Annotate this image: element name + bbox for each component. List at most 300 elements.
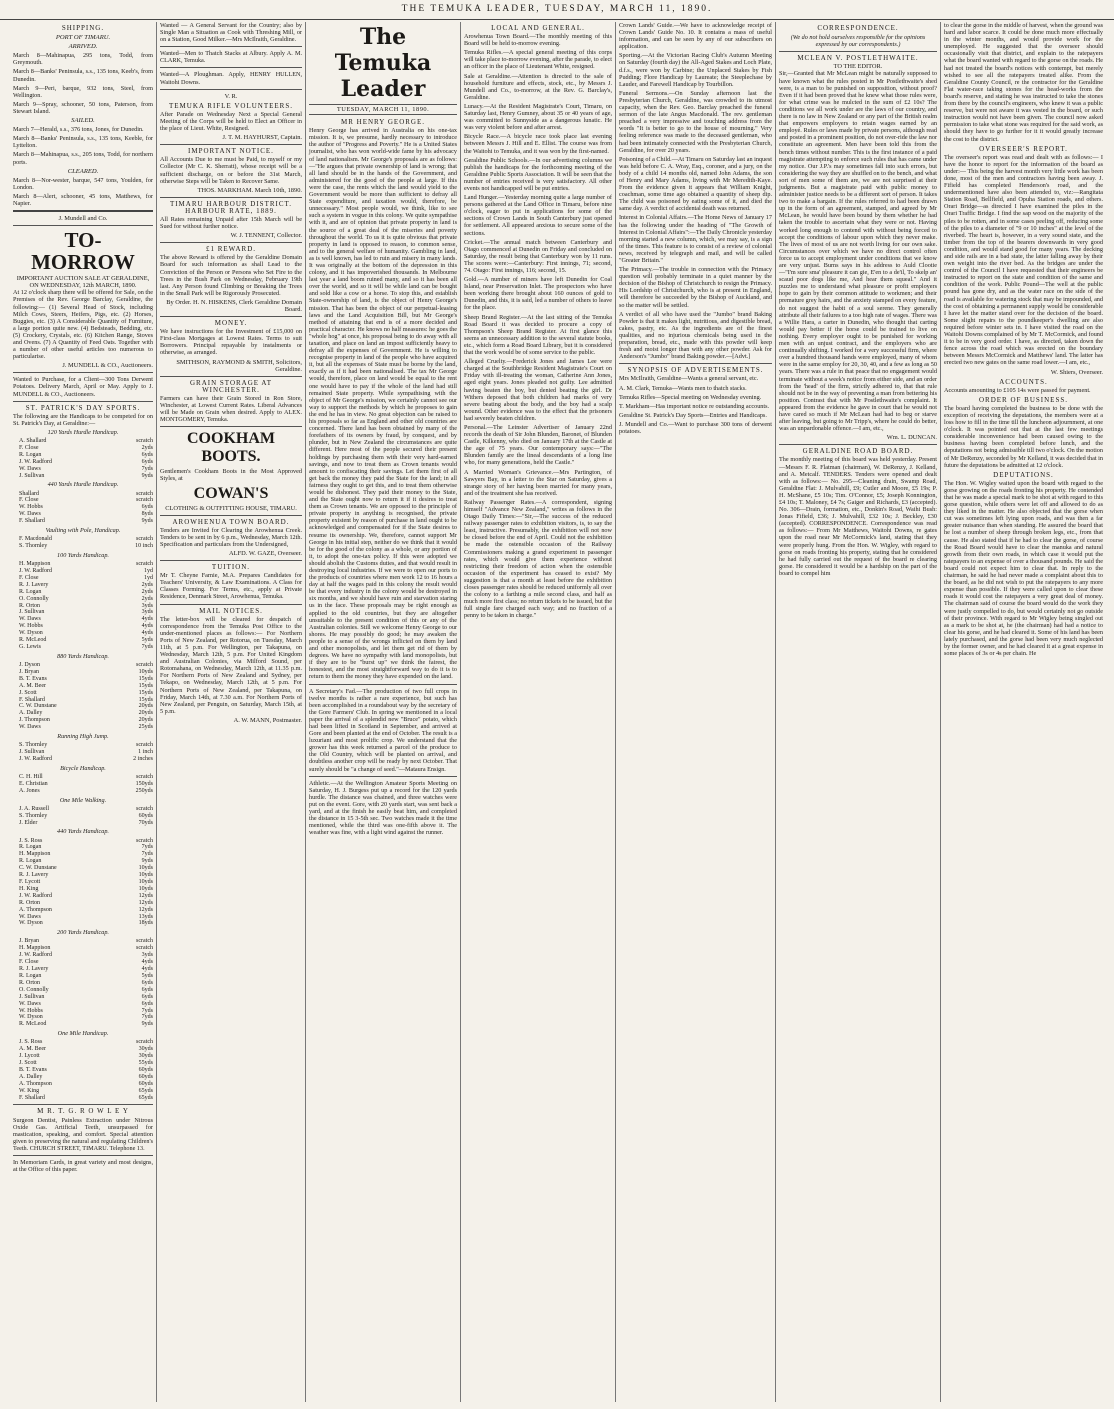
news-paragraph: Bicycle Race.—A bicycle race took place last evening between Messrs J. Hill and E. Ellist. The course was from the Waitohi to Temuka, and it was won by the first-named. — [464, 133, 612, 155]
handicap-row — [13, 1001, 153, 1008]
handicap-row — [13, 603, 153, 610]
competitor-start: scratch — [136, 837, 153, 844]
cowans-subheading: CLOTHING & OUTFITTING HOUSE, TIMARU. — [165, 504, 297, 512]
news-paragraph: Sale at Geraldine.—Attention is directed to the sale of household furniture and effects, stock, etc., by Messrs J. Mundell and Co., to-morrow, at the Rev. G. Barclay's, Geraldine. — [464, 72, 612, 101]
competitor-name: F. Close — [19, 444, 39, 451]
handicap-row — [13, 788, 153, 795]
arowhenua-signature: ALFD. W. GAZE, Overseer. — [229, 549, 302, 557]
handicap-row — [13, 914, 153, 921]
competitor-name: B. T. Evans — [19, 1066, 47, 1073]
competitor-name: R. J. Lavery — [19, 872, 49, 879]
correspondence-disclaimer: (We do not hold ourselves responsible for the opinions expressed by our correspondents.) — [790, 34, 926, 49]
competitor-start: 25yds — [138, 724, 153, 731]
handicap-row — [13, 1053, 153, 1060]
overseer-text: The overseer's report was read and dealt with as follows:— I have the honor to report for the information of the board as under:— This being the harvest month very little work has been done, most of the men and contractors having been away. J. Fifield has completed Henderson's road, and the undermentioned have also been attended to, viz:—Rangitata Station Road, Bellfield, and Opuha Station roads, and others. Orari Bridge—as directed I have examined the piles in the Orari Traffic Bridge. I find the sap wood on the majority of the piles to be rotten, and in some cases peeling off, reducing some of the piles to a diameter of "9 or 10 inches" at the level of the riverbed. The heart is, however, in a very sound state, and the timber from the top of the bearers downwards in very good condition, and would stand good for many years. The decking and side rails are in a bad state, the latter falling away by their own weight into the river bed. As the bridges are under the control of the Council I have requested that their engineers be instructed to report on the state and condition of the same and condition of the work. Public Pound—The well at the public pound has gone dry, and as the water race on the side of the road is available for watering stock that may be impounded, and the cost of obtaining a permanent supply would be considerable I have let the matter stand over for the decision of the board. Some slight repairs to the poundkeeper's dwelling are also required before winter sets in. I have visited the road on the Waitohi Downs complained of by Mr T. McCormick, and found it to be in very good order. I have, as directed, taken down the fence across the road which was erected on the boundary between Messrs McCormick and Matthews' land. The latter has erected two new gates on the same road lower.—I am, etc., — [944, 153, 1103, 367]
handicap-row — [13, 872, 153, 879]
news-paragraph: Alleged Cruelty.—Frederick Jones and James Lee were charged at the Southbridge Resident Magistrate's Court on Friday with ill-treating the woman, Catherine Ann Jones, aged eight years. Jones pleaded not guilty. Lee admitted having beaten the boy, but denied beating the girl. Dr Withers deposed that both children had marks of very severe beating about the body, and the boy had a scalp wound. Other evidence was to the effect that the prisoners had severely beaten children. — [464, 358, 612, 422]
overseer-signature: W. Shiers, Overseer. — [1050, 368, 1103, 376]
accounts-heading: ACCOUNTS. — [999, 377, 1048, 386]
handicap-title: Bicycle Handicap. — [60, 764, 106, 772]
handicap-row — [13, 938, 153, 945]
money-text: We have instructions for the Investment of £15,000 on First-class Mortgages at Lowest Rates. Terms to suit Borrowers. Principal repayable by instalments or otherwise, as arranged. — [160, 328, 302, 357]
grain-text: Farmers can have their Grain Stored in Ron Store, Winchester, at Lowest Current Rates. Liberal Advances will be Made on Grain when desired. Apply to ALEX. MONTGOMERY, Temuka. — [160, 394, 302, 424]
competitor-start: 7yds — [141, 1014, 153, 1021]
competitor-start: 1yd — [144, 574, 153, 581]
competitor-name: J. Scott — [19, 689, 37, 696]
handicap-row — [13, 749, 153, 756]
competitor-start: 7yds — [141, 643, 153, 650]
competitor-name: J. W. Radford — [19, 952, 52, 959]
handicap-row — [13, 1046, 153, 1053]
news-paragraph: Poisoning of a Child.—At Timaru on Saturday last an inquest was held before C. A. Wray, Esq., coroner, and a jury, on the body of a child 14 months old, named John Adams, the son of Henry and Mary Adams, living with Mr Meredith-Kaye. From the evidence given it appears that William Knight, coachman, some time ago obtained a quantity of sheep dip. The child was poisoned by eating some of it, and died the same day. A verdict of accidental death was returned. — [619, 155, 772, 213]
competitor-name: J. W. Radford — [19, 458, 52, 465]
handicap-row — [13, 813, 153, 820]
arrival-item: March 8—Banks' Peninsula, s.s., 135 tons, Keeb's, from Dunedin. — [13, 68, 153, 83]
shipping-heading: SHIPPING. — [61, 24, 105, 32]
competitor-start: scratch — [136, 497, 153, 504]
competitor-start: 2yds — [141, 444, 153, 451]
handicap-title: 120 Yards Hurdle Handicap. — [47, 428, 119, 436]
handicap-title: Running High Jump. — [57, 733, 109, 741]
harbour-heading: TIMARU HARBOUR DISTRICT. HARBOUR RATE, 1889. — [169, 199, 293, 215]
competitor-name: W. Hobbs — [19, 623, 43, 630]
competitor-start: 10yds — [138, 668, 153, 675]
handicap-row — [13, 920, 153, 927]
handicap-row — [13, 697, 153, 704]
competitor-name: J. W. Radford — [19, 568, 52, 574]
competitor-name: R. Logan — [19, 972, 42, 979]
competitor-name: J. Dyson — [19, 661, 41, 668]
handicap-row — [13, 703, 153, 710]
handicap-row — [13, 445, 153, 452]
competitor-start: 20yds — [138, 717, 153, 724]
handicap-row — [13, 438, 153, 445]
competitor-start: 20yds — [138, 703, 153, 710]
handicap-row — [13, 820, 153, 827]
competitor-start: scratch — [136, 945, 153, 952]
cleared-list — [13, 177, 153, 207]
competitor-name: W. Daws — [19, 913, 41, 920]
arowhenua-heading: AROWHENUA TOWN BOARD. — [172, 517, 290, 526]
editorial-text: Henry George has arrived in Australia on his one-tax mission. It is, we presume, hardly necessary to introduce the author of "Progress and Poverty." He is a United States journalist, who has won world-wide fame by his advocacy of land nationalism. Mr George's proposals are as follows:—"He argues that private ownership of land is wrong; that all land should be in the hands of the Government, and administered for the good of the people at large. If this were the case, the rents which the land would yield to the Government would be more than sufficient to defray all State expenditure, and taxation would, therefore, be unnecessary." Most people would, we think, like to see such a system in vogue in this colony. We quite sympathise with it, and are of opinion that private property in land is the source of a great deal of the miseries and poverty throughout the world. To us it is quite obvious that private property in land is opposed to reason, to common sense, and to the general welfare of humanity. Gambling in land, as is well known, has led to ruin and misery in many lands. It was originally at the bottom of the depression in this colony, and it has impoverished thousands. In Melbourne last year a land boom ruined many, and so it has been all over the world, and so it will be while land can be bought and sold like a cow or a horse. To stop this, and establish State-ownership of land, is the object of Henry George's mission. That has been the object of our perpetual-leasing laws and the Land Acquisition Bill, but Mr George's method of attaining that end is of a more decided and practical character. He knows no half measures: he goes the "whole hog" at once, his proposal being to do away with all taxation, and place on land an impost sufficiently heavy to defray all the expenses of Government. He is willing to recognise property in land of the people who have acquired it, but all the expenses of State must be borne by the land, exactly as if it had been nationalised. The tax Mr George would, therefore, place on land would be equal to the rent one would have to pay if the whole of the land had still remained State property. While sympathising with the object of Mr George's mission, we certainly cannot see our way to support the methods by which he proposes to gain the end he has in view. No great objection can be raised to his proposals so far as England and other old countries are concerned. There land has been obtained by many of the forefathers of its owners by fraud, by conquest, and by plunder, but in New Zealand the circumstances are quite different. Here most of the people secured their present holdings by purchasing them with their very hard-earned savings, and now to treat them as Crown tenants would amount to confiscating their savings. Let them first of all get back the money they paid the State for the land; in all fairness they ought to get this, and to treat them otherwise would be dishonest. They paid their money to the State, and the State ought now to return it if it desires to treat them as Crown tenants. We are opposed to the principle of private property in anything is recognised, the private property existent by reason of purchase in land ought to be acknowledged and compensated for if the State desires to resume its ownership. We, therefore, cannot support Mr George in his initial step, neither do we think that it would be for the good of the colony as a whole, or any portion of it, to adopt the one-tax policy. If this were adopted we should abolish the Customs duties, and that would result in destroying local industries. If we were to open our ports to the products of countries where men work 12 to 16 hours a day at half the wages paid in this colony the result would be that every industry in the colony would be destroyed in six months, and we should have ruin and starvation staring us in the face. These proposals may be right enough as applied to the old countries, but they are altogether unsuitable to the present condition of this or any of the Australian colonies. Still we welcome Henry George to our shores. He may possibly do good; he may awaken the people to a sense of the wrongs inflicted on them by land and other monopolists, and let them get rid of them by degrees. We have no sympathy with land monopolists, but if they are to be "burst up" we think the fairest, the honestest, and the most straightforward way to do it is to return to them the money they have expended on the land. — [309, 127, 457, 681]
order-heading: ORDER OF BUSINESS. — [979, 395, 1068, 404]
column-5 — [615, 22, 775, 1402]
competitor-start: 250yds — [135, 787, 153, 794]
competitor-name: H. Mappison — [19, 561, 51, 568]
competitor-start: 2yds — [141, 595, 153, 602]
competitor-name: F. Close — [19, 959, 39, 966]
competitor-name: H. Mappison — [19, 945, 51, 952]
competitor-start: 4yds — [141, 959, 153, 966]
handicap-row — [13, 774, 153, 781]
competitor-name: J. Sullivan — [19, 993, 45, 1000]
competitor-name: J. Lycott — [19, 1053, 40, 1060]
competitor-name: A. Dalley — [19, 1073, 43, 1080]
competitor-name: R. McLeod — [19, 1021, 47, 1028]
handicap-row — [13, 865, 153, 872]
handicap-row — [13, 844, 153, 851]
competitor-start: scratch — [136, 773, 153, 780]
competitor-name: S. Thornley — [19, 742, 48, 749]
handicap-row — [13, 1039, 153, 1046]
dentist-heading: M R. T. G. R O W L E Y — [37, 1107, 129, 1116]
handicap-row — [13, 644, 153, 651]
handicap-row — [13, 637, 153, 644]
arrival-item: March 8—Mahinapua, 295 tons, Todd, from Greymouth. — [13, 52, 153, 67]
overseer-heading: OVERSEER'S REPORT. — [979, 144, 1068, 153]
competitor-start: scratch — [136, 438, 153, 445]
editorial-heading: MR HENRY GEORGE. — [341, 118, 425, 127]
competitor-start: 7yds — [141, 851, 153, 858]
competitor-start: scratch — [136, 536, 153, 543]
handicap-row — [13, 491, 153, 498]
deputations-heading: DEPUTATIONS. — [993, 470, 1054, 479]
cowans-heading: COWAN'S — [193, 484, 269, 502]
competitor-start: 8yds — [141, 511, 153, 518]
competitor-start: 60yds — [138, 1080, 153, 1087]
reward-signature: By Order. H. N. HISKENS, Clerk Geraldine Domain Board. — [166, 298, 302, 313]
news-paragraph: A Married Woman's Grievance.—Mrs Partington, of Sawyers Bay, in a letter to the Star on Saturday, gives a strange story of her having been married for many years, and of the treatment she has received. — [464, 468, 612, 497]
handicap-title: 440 Yards Hurdle Handicap. — [47, 481, 119, 489]
handicap-row — [13, 973, 153, 980]
handicap-row — [13, 609, 153, 616]
news-paragraph: The Primacy.—The trouble in connection with the Primacy question will probably terminate in a quiet manner by the decision of the Bishop of Christchurch to resign the Primacy. His Lordship of Christchurch, who is at present in England, will therefore be succeeded by the Bishop of Auckland, and so the matter will be settled. — [619, 266, 772, 309]
handicap-row — [13, 886, 153, 893]
competitor-name: W. Dyson — [19, 630, 43, 637]
competitor-name: J. Scott — [19, 1060, 37, 1067]
newspaper-nameplate: The Temuka Leader — [334, 24, 432, 102]
handicap-row — [13, 717, 153, 724]
competitor-start: 30yds — [138, 1053, 153, 1060]
handicap-row — [13, 518, 153, 525]
nameplate-dateline: TUESDAY, MARCH 11, 1890. — [309, 104, 457, 115]
competitor-start: 6yds — [141, 458, 153, 465]
competitor-start: 10yds — [138, 879, 153, 885]
arrival-item: March 9—Peri, barque, 932 tons, Steel, from Wellington. — [13, 84, 153, 99]
competitor-start: 7yds — [141, 465, 153, 472]
competitor-name: W. King — [19, 1087, 40, 1094]
sports-handicaps — [13, 429, 153, 1102]
notice-signature: THOS. MARKHAM. March 10th, 1890. — [197, 186, 302, 194]
competitor-start: 4yds — [141, 630, 153, 637]
handicap-row — [13, 781, 153, 788]
cookham-heading: COOKHAM BOOTS. — [187, 430, 275, 466]
competitor-name: J. W. Radford — [19, 755, 52, 762]
handicap-row — [13, 1088, 153, 1095]
cookham-text: Gentlemen's Cookham Boots in the Most Approved Styles, at — [160, 468, 302, 483]
competitor-start: 4yds — [141, 966, 153, 973]
arrivals-list — [13, 52, 153, 115]
competitor-start: 4yds — [141, 616, 153, 623]
competitor-name: G. Lewis — [19, 643, 41, 650]
synopsis-item: J. Mundell and Co.—Want to purchase 300 tons of derwent potatoes. — [619, 420, 772, 435]
competitor-name: J. S. Ross — [19, 1039, 43, 1046]
competitor-name: C. W. Dunstane — [19, 865, 57, 872]
competitor-start: 1yd — [144, 568, 153, 574]
tomorrow-heading: TO-MORROW — [31, 228, 135, 275]
news-paragraph: Land Hunger.—Yesterday morning quite a large number of persons gathered at the Land Office in Timaru, before nine o'clock, eager to put in applications for some of the sections of Crown Lands in South Canterbury just opened for settlement. All appeared anxious to secure some of the sections. — [464, 194, 612, 237]
handicap-row — [13, 851, 153, 858]
competitor-name: A. M. Beer — [19, 1046, 46, 1053]
handicap-row — [13, 690, 153, 697]
competitor-name: W. Daws — [19, 616, 41, 623]
athletic-item: Athletic.—At the Wellington Amateur Sports Meeting on Saturday, H. J. Burgess put up a record for the 120 yards hurdle. The distance was chained, and three watches were put on the event. Gore, with 20 yards start, was sent back a yard, and at the finish he easily beat him, and completed the distance in 15 3-5th sec. Two watches made it the time mentioned, while the third was one-fifth above it. The weather was fine, with a light wind against the runner. — [309, 779, 457, 837]
competitor-name: A. Thompson — [19, 906, 52, 913]
sailings-list — [13, 126, 153, 165]
handicap-row — [13, 630, 153, 637]
handicap-row — [13, 582, 153, 589]
competitor-name: R. Orton — [19, 602, 40, 609]
competitor-start: 6yds — [141, 986, 153, 993]
competitor-name: J. Sullivan — [19, 472, 45, 479]
competitor-name: C. H. Hill — [19, 773, 43, 780]
competitor-start: 9yds — [141, 518, 153, 525]
order-text: The board having completed the business to be done with the exception of receiving the deputations, the members were at a loss how to fill in the time till the luncheon adjournment, at one o'clock. It was pointed out that at the last few meetings considerable inconvenience had been caused owing to the business having been completed before lunch, and the deputations not being admissible till two o'clock. On the motion of Mr DeRenzy, seconded by Mr Kelland, it was decided that in future the deputations be admitted at 12 o'clock. — [944, 404, 1103, 469]
column-3 — [305, 22, 460, 1402]
vr-mark: V. R. — [224, 92, 238, 100]
column-1 — [10, 22, 156, 1402]
handicap-row — [13, 676, 153, 683]
auction-subheading: IMPORTANT AUCTION SALE AT GERALDINE, ON WEDNESDAY, 12th MARCH, 1890. — [16, 275, 150, 290]
sailed-heading: SAILED. — [71, 117, 95, 125]
competitor-name: J. S. Ross — [19, 837, 43, 844]
handicap-row — [13, 662, 153, 669]
competitor-name: C. W. Dunstane — [19, 703, 57, 710]
competitor-name: W. Dyson — [19, 920, 43, 927]
competitor-name: J. Bryan — [19, 668, 39, 675]
competitor-name: A. Thompson — [19, 1080, 52, 1087]
competitor-name: R. Logan — [19, 844, 42, 851]
newspaper-page — [10, 22, 1106, 1402]
competitor-name: A. Shallard — [19, 438, 47, 445]
mail-signature: A. W. MANN, Postmaster. — [233, 716, 302, 724]
news-paragraph: Sporting.—At the Victorian Racing Club's Autumn Meeting on Saturday (fourth day) the All-Aged Stakes and Loch Plate, d.f.s., were won by Carbine; the Unplaced Stakes by Fish Pudding; Flore Handicap by Laureate; the Steeplechase by Lauder, and Farewell Handicap by Tourbillon. — [619, 52, 772, 88]
competitor-start: 9yds — [141, 1021, 153, 1028]
competitor-start: 9yds — [141, 472, 153, 479]
port-heading: PORT OF TIMARU. — [55, 34, 111, 42]
handicap-row — [13, 596, 153, 603]
handicap-title: 440 Yards Handicap. — [57, 828, 109, 836]
competitor-start: 6yds — [141, 451, 153, 458]
news-paragraph: Funeral Sermons.—On Sunday afternoon last the Presbyterian Church, Geraldine, was crowded to its utmost capacity, when the Rev. Geo. Barclay preached the funeral sermon of the late Angus Macdonald. The rev. gentleman preached a very impressive and touching address from the words "It is better to go to the house of mourning." Very feeling reference was made to the deceased gentleman, who had been intimately connected with the Presbyterian Church, Geraldine, for over 20 years. — [619, 89, 772, 154]
handicap-row — [13, 980, 153, 987]
handicap-row — [13, 858, 153, 865]
auction-text: At 12 o'clock sharp there will be offered for Sale, on the Premises of the Rev. George Barclay, Geraldine, the following:— (1) Several Head of Stock, including Milch Cows, Steers, Heifers, Pigs, etc. (2) Horses, Buggies, etc. (3) A Considerable Quantity of Furniture, a large portion quite new. (4) Bedsteads, Bedding, etc. (5) Crockery, Crystals, etc. (6) Kitchen Range, Stoves and Ovens. (7) A Quantity of Feed Oats. Together with a number of other useful articles too numerous to particularise. — [13, 289, 153, 361]
news-paragraph: Geraldine Public Schools.—In our advertising columns we publish the handicaps for the forthcoming meeting of the Geraldine Public Sports Association. It will be seen that the number of entries received is very satisfactory. All other events not handicapped will be put entries. — [464, 156, 612, 192]
running-head: THE TEMUKA LEADER, TUESDAY, MARCH 11, 1890. — [0, 6, 1114, 20]
competitor-start: 15yds — [138, 675, 153, 682]
competitor-start: 150yds — [135, 780, 153, 787]
synopsis-item: Geraldine St. Patrick's Day Sports—Entries and Handicaps. — [619, 411, 767, 419]
competitor-start: 12yds — [138, 899, 153, 906]
competitor-start: 6yds — [141, 504, 153, 511]
competitor-name: S. Thornley — [19, 543, 48, 550]
competitor-start: 2yds — [141, 588, 153, 595]
competitor-start: scratch — [136, 490, 153, 497]
wanted-purchase-ad: Wanted to Purchase, for a Client—300 Tons Derwent Potatoes. Delivery March, April or May. Apply to J. MUNDELL & CO., Auctioneers. — [13, 376, 153, 398]
competitor-name: H. King — [19, 885, 39, 892]
competitor-start: 3yds — [141, 609, 153, 616]
dentist-text: Surgeon Dentist, Painless Extraction under Nitrous Oxide Gas. Artificial Teeth, unsurpassed for mastication, speaking, and comfort. Special attention given to preserving the natural and regulating Children's Teeth. CHURCH STREET, TIMARU. Telephone 13. — [13, 1116, 153, 1152]
competitor-name: J. Bryan — [19, 938, 39, 945]
wanted-ploughman-ad: Wanted—A Ploughman. Apply, HENRY HULLEN, Waitohi Downs. — [160, 71, 302, 86]
accounts-text: Accounts amounting to £105 14s were passed for payment. — [944, 386, 1091, 394]
sports-heading: ST. PATRICK'S DAY SPORTS. — [25, 403, 141, 412]
competitor-start: 55yds — [138, 1060, 153, 1067]
competitor-start: 60yds — [138, 1073, 153, 1080]
handicap-row — [13, 838, 153, 845]
competitor-start: 4yds — [141, 623, 153, 630]
wanted-servant-ad: Wanted — A General Servant for the Country; also by Single Man a Situation as Cook with Threshing Mill, or on a Station, Good Milker.—Mrs McIlraith, Geraldine. — [160, 22, 302, 44]
competitor-name: W. Dyson — [19, 1014, 43, 1021]
handicap-row — [13, 536, 153, 543]
handicap-row — [13, 575, 153, 582]
handicap-row — [13, 1060, 153, 1067]
synopsis-item: Temuka Rifles—Special meeting on Wednesday evening. — [619, 393, 762, 401]
competitor-name: F. Macdonald — [19, 536, 52, 543]
handicap-row — [13, 966, 153, 973]
handicap-row — [13, 710, 153, 717]
competitor-start: scratch — [136, 742, 153, 749]
reward-text: The above Reward is offered by the Geraldine Domain Board for such information as shall Lead to the Conviction of the Person or Persons who Set Fire to the Trees in the Bush Park on Wednesday, February 19th last. Any Person found Climbing or Breaking the Trees in the Small Park will be Rigorously Prosecuted. — [160, 254, 302, 297]
competitor-start: scratch — [136, 1039, 153, 1046]
competitor-start: 15yds — [138, 682, 153, 689]
competitor-name: J. A. Russell — [19, 805, 50, 812]
competitor-name: W. Daws — [19, 1000, 41, 1007]
handicap-row — [13, 543, 153, 550]
competitor-name: J. Sullivan — [19, 609, 45, 616]
harbour-signature: W. J. TENNENT, Collector. — [230, 232, 302, 240]
competitor-start: 2yds — [141, 581, 153, 588]
competitor-start: 12yds — [138, 892, 153, 899]
handicap-row — [13, 959, 153, 966]
memoriam-ad: In Memoriam Cards, in great variety and most designs, at the Office of this paper. — [13, 1159, 153, 1174]
handicap-row — [13, 806, 153, 813]
competitor-name: H. Mappison — [19, 851, 51, 858]
handicap-row — [13, 1008, 153, 1015]
news-items — [619, 22, 772, 360]
arrived-heading: ARRIVED. — [68, 43, 98, 51]
competitor-start: 15yds — [138, 696, 153, 703]
competitor-name: F. Lycott — [19, 879, 41, 885]
column-2 — [156, 22, 305, 1402]
handicap-row — [13, 994, 153, 1001]
deputations-text: The Hon. W. Wigley waited upon the board with regard to the gorse growing on the roads fronting his property. He contended that he was made a special mark to be shot at with regard to this gorse question, while others were let off and allowed to do as they liked in the matter. He also objected that the gorse when cut was sometimes left lying upon roads, and was then a far greater nuisance than when standing. He assured the board that he lost a number of sheep through broken legs, etc., from that cause. He also stated that if he had to clear the gorse, of course the Road Board would have to clear the manuka and natural growth from their own roads, in which case it would put the ratepayers to an expense of over a thousand pounds. He said the board could not expect him to clear that. In reply to the chairman, he said he had never made a complaint about this to the board, as he did not wish to put the ratepayers to any more expense than possible. If they were called upon to clear these roads it would cost the ratepayers a very great deal of money. The chairman said of course the board would do the work they were justly compelled to do, but would certainly not go outside of their province. With regard to Mr Wigley being singled out as a mark to be shot at, he (the chairman) had had a notice to clear his gorse, and he had cleared it. Some of his land has been lately purchased, and the gorse had been very much neglected by the former owner, and he had cleared it at a great expense in some places of 3s or 4s per chain. He — [944, 479, 1103, 658]
competitor-start: 18yds — [138, 920, 153, 927]
competitor-name: W. Daws — [19, 724, 41, 731]
competitor-start: 10yds — [138, 885, 153, 892]
news-paragraph: Cricket.—The annual match between Canterbury and Otago commenced at Dunedin on Friday and concluded on Saturday, the result being that Canterbury won by 11 runs. The scores were:—Canterbury: First innings, 71; second, 74. Otago: First innings, 116; second, 15. — [464, 238, 612, 274]
competitor-start: scratch — [136, 938, 153, 945]
local-news-items — [464, 33, 612, 619]
handicap-row — [13, 1074, 153, 1081]
secretary-item: A Secretary's Fad.—The production of two full crops in twelve months is rather a rare experience, but such has been accomplished in a roundabout way by the secretary of the Gore Farmers' Club. In spring we mentioned in a local paper the arrival of a splendid new "Bruce" potato, which had been lifted in Scotland in September, and arrived at Gore and been planted at the end of October. The result is a luxuriant and most prolific crop. We understand that the grower has this week returned a parcel of the produce to the Old Country, which will be planted on arrival, and doubtless another crop will be ready by next October. That surely should be "a change of seed."—Mataura Ensign. — [309, 687, 457, 773]
competitor-name: A. M. Beer — [19, 682, 46, 689]
news-paragraph: A verdict of all who have used the "Jumbo" brand Baking Powder is that it makes light, nutritious, and digestible bread, cakes, pastry, etc. As the ingredients are of the finest qualities, and no injurious chemicals being used in the preparation, bread, etc., made with this powder will keep fresh and moist longer than with any other powder. Ask for Anderson's "Jumbo" brand Baking powder.—[Advt.] — [619, 310, 772, 361]
synopsis-item: A. M. Clark, Temuka—Wants men to thatch stacks. — [619, 384, 747, 392]
competitor-name: O. Connolly — [19, 595, 49, 602]
handicap-row — [13, 589, 153, 596]
column-6 — [775, 22, 940, 1402]
sailing-item: March 8—Mahinapua, s.s., 205 tons, Todd, for northern ports. — [13, 151, 153, 166]
competitor-name: O. Connolly — [19, 986, 49, 993]
arowhenua-text: Tenders are Invited for Clearing the Arowhenua Creek. Tenders to be sent in by 6 p.m., Wednesday, March 12th. Specification and particulars from the Undersigned, — [160, 526, 302, 548]
handicap-row — [13, 459, 153, 466]
handicap-row — [13, 742, 153, 749]
cleared-item: March 8—Nor-wester, barque, 547 tons, Youlden, for London. — [13, 176, 153, 191]
rifle-heading: TEMUKA RIFLE VOLUNTEERS. — [168, 101, 293, 110]
competitor-start: 12yds — [138, 906, 153, 913]
mundell-name: J. Mundell and Co. — [58, 215, 108, 223]
handicap-row — [13, 497, 153, 504]
competitor-name: E. Christian — [19, 780, 48, 787]
competitor-start: 5yds — [141, 637, 153, 644]
competitor-start: 15yds — [138, 689, 153, 696]
competitor-name: F. Close — [19, 574, 39, 581]
competitor-start: 65yds — [138, 1094, 153, 1101]
competitor-start: 70yds — [138, 819, 153, 826]
handicap-row — [13, 669, 153, 676]
wanted-men-ad: Wanted—Men to Thatch Stacks at Albury. Apply A. M. CLARK, Temuka. — [160, 50, 302, 65]
competitor-name: J. Thompson — [19, 717, 50, 724]
competitor-name: R. J. Lavery — [19, 581, 49, 588]
competitor-start: 6yds — [141, 1000, 153, 1007]
handicap-row — [13, 756, 153, 763]
competitor-name: Shallard — [19, 490, 39, 497]
letter-heading: MCLEAN V. POSTLETHWAITE. — [797, 54, 919, 63]
handicap-title: One Mile Handicap. — [57, 1030, 109, 1038]
to-editor-label: TO THE EDITOR. — [833, 63, 883, 71]
synopsis-item: T. Markham—Has important notice re outstanding accounts. — [619, 402, 770, 410]
harbour-text: All Rates remaining Unpaid after 15th March will be Sued for without further notice. — [160, 215, 302, 231]
competitor-start: 13yds — [138, 913, 153, 920]
handicap-row — [13, 1095, 153, 1102]
synopsis-list — [619, 375, 772, 435]
handicap-row — [13, 511, 153, 518]
competitor-start: 10yds — [138, 872, 153, 879]
correspondence-heading: CORRESPONDENCE. — [817, 24, 899, 32]
handicap-title: 200 Yards Handicap. — [57, 929, 109, 937]
handicap-row — [13, 900, 153, 907]
competitor-name: J. W. Radford — [19, 892, 52, 899]
competitor-start: 7yds — [141, 1007, 153, 1014]
competitor-start: 9yds — [141, 858, 153, 865]
handicap-row — [13, 452, 153, 459]
competitor-start: 3yds — [141, 952, 153, 959]
competitor-name: B. T. Evans — [19, 675, 47, 682]
handicap-row — [13, 561, 153, 568]
notice-text: All Accounts Due to me must be Paid, to myself or my Collector (Mr C. K. Sherratt), whose receipt will be a sufficient discharge, on or before the 31st March, otherwise Steps will be Taken to Recover Same. — [160, 156, 302, 185]
competitor-name: S. Thornley — [19, 812, 48, 819]
competitor-name: R. McLeod — [19, 637, 47, 644]
competitor-name: F. Shallard — [19, 1094, 45, 1101]
competitor-start: 20yds — [138, 710, 153, 717]
competitor-start: 30yds — [138, 1046, 153, 1053]
competitor-name: R. Orton — [19, 979, 40, 986]
competitor-name: W. Daws — [19, 511, 41, 518]
handicap-row — [13, 1014, 153, 1021]
competitor-name: R. J. Lavery — [19, 966, 49, 973]
handicap-row — [13, 1081, 153, 1088]
handicap-row — [13, 952, 153, 959]
arrival-item: March 9—Spray, schooner, 50 tons, Paterson, from Stewart Island. — [13, 100, 153, 115]
competitor-start: 60yds — [138, 1066, 153, 1073]
competitor-name: F. Shallard — [19, 696, 45, 703]
rifle-signature: J. T. M. HAYHURST, Captain. — [222, 134, 302, 142]
competitor-name: W. Hobbs — [19, 504, 43, 511]
competitor-start: 65yds — [138, 1087, 153, 1094]
tuition-heading: TUITION. — [211, 563, 251, 572]
